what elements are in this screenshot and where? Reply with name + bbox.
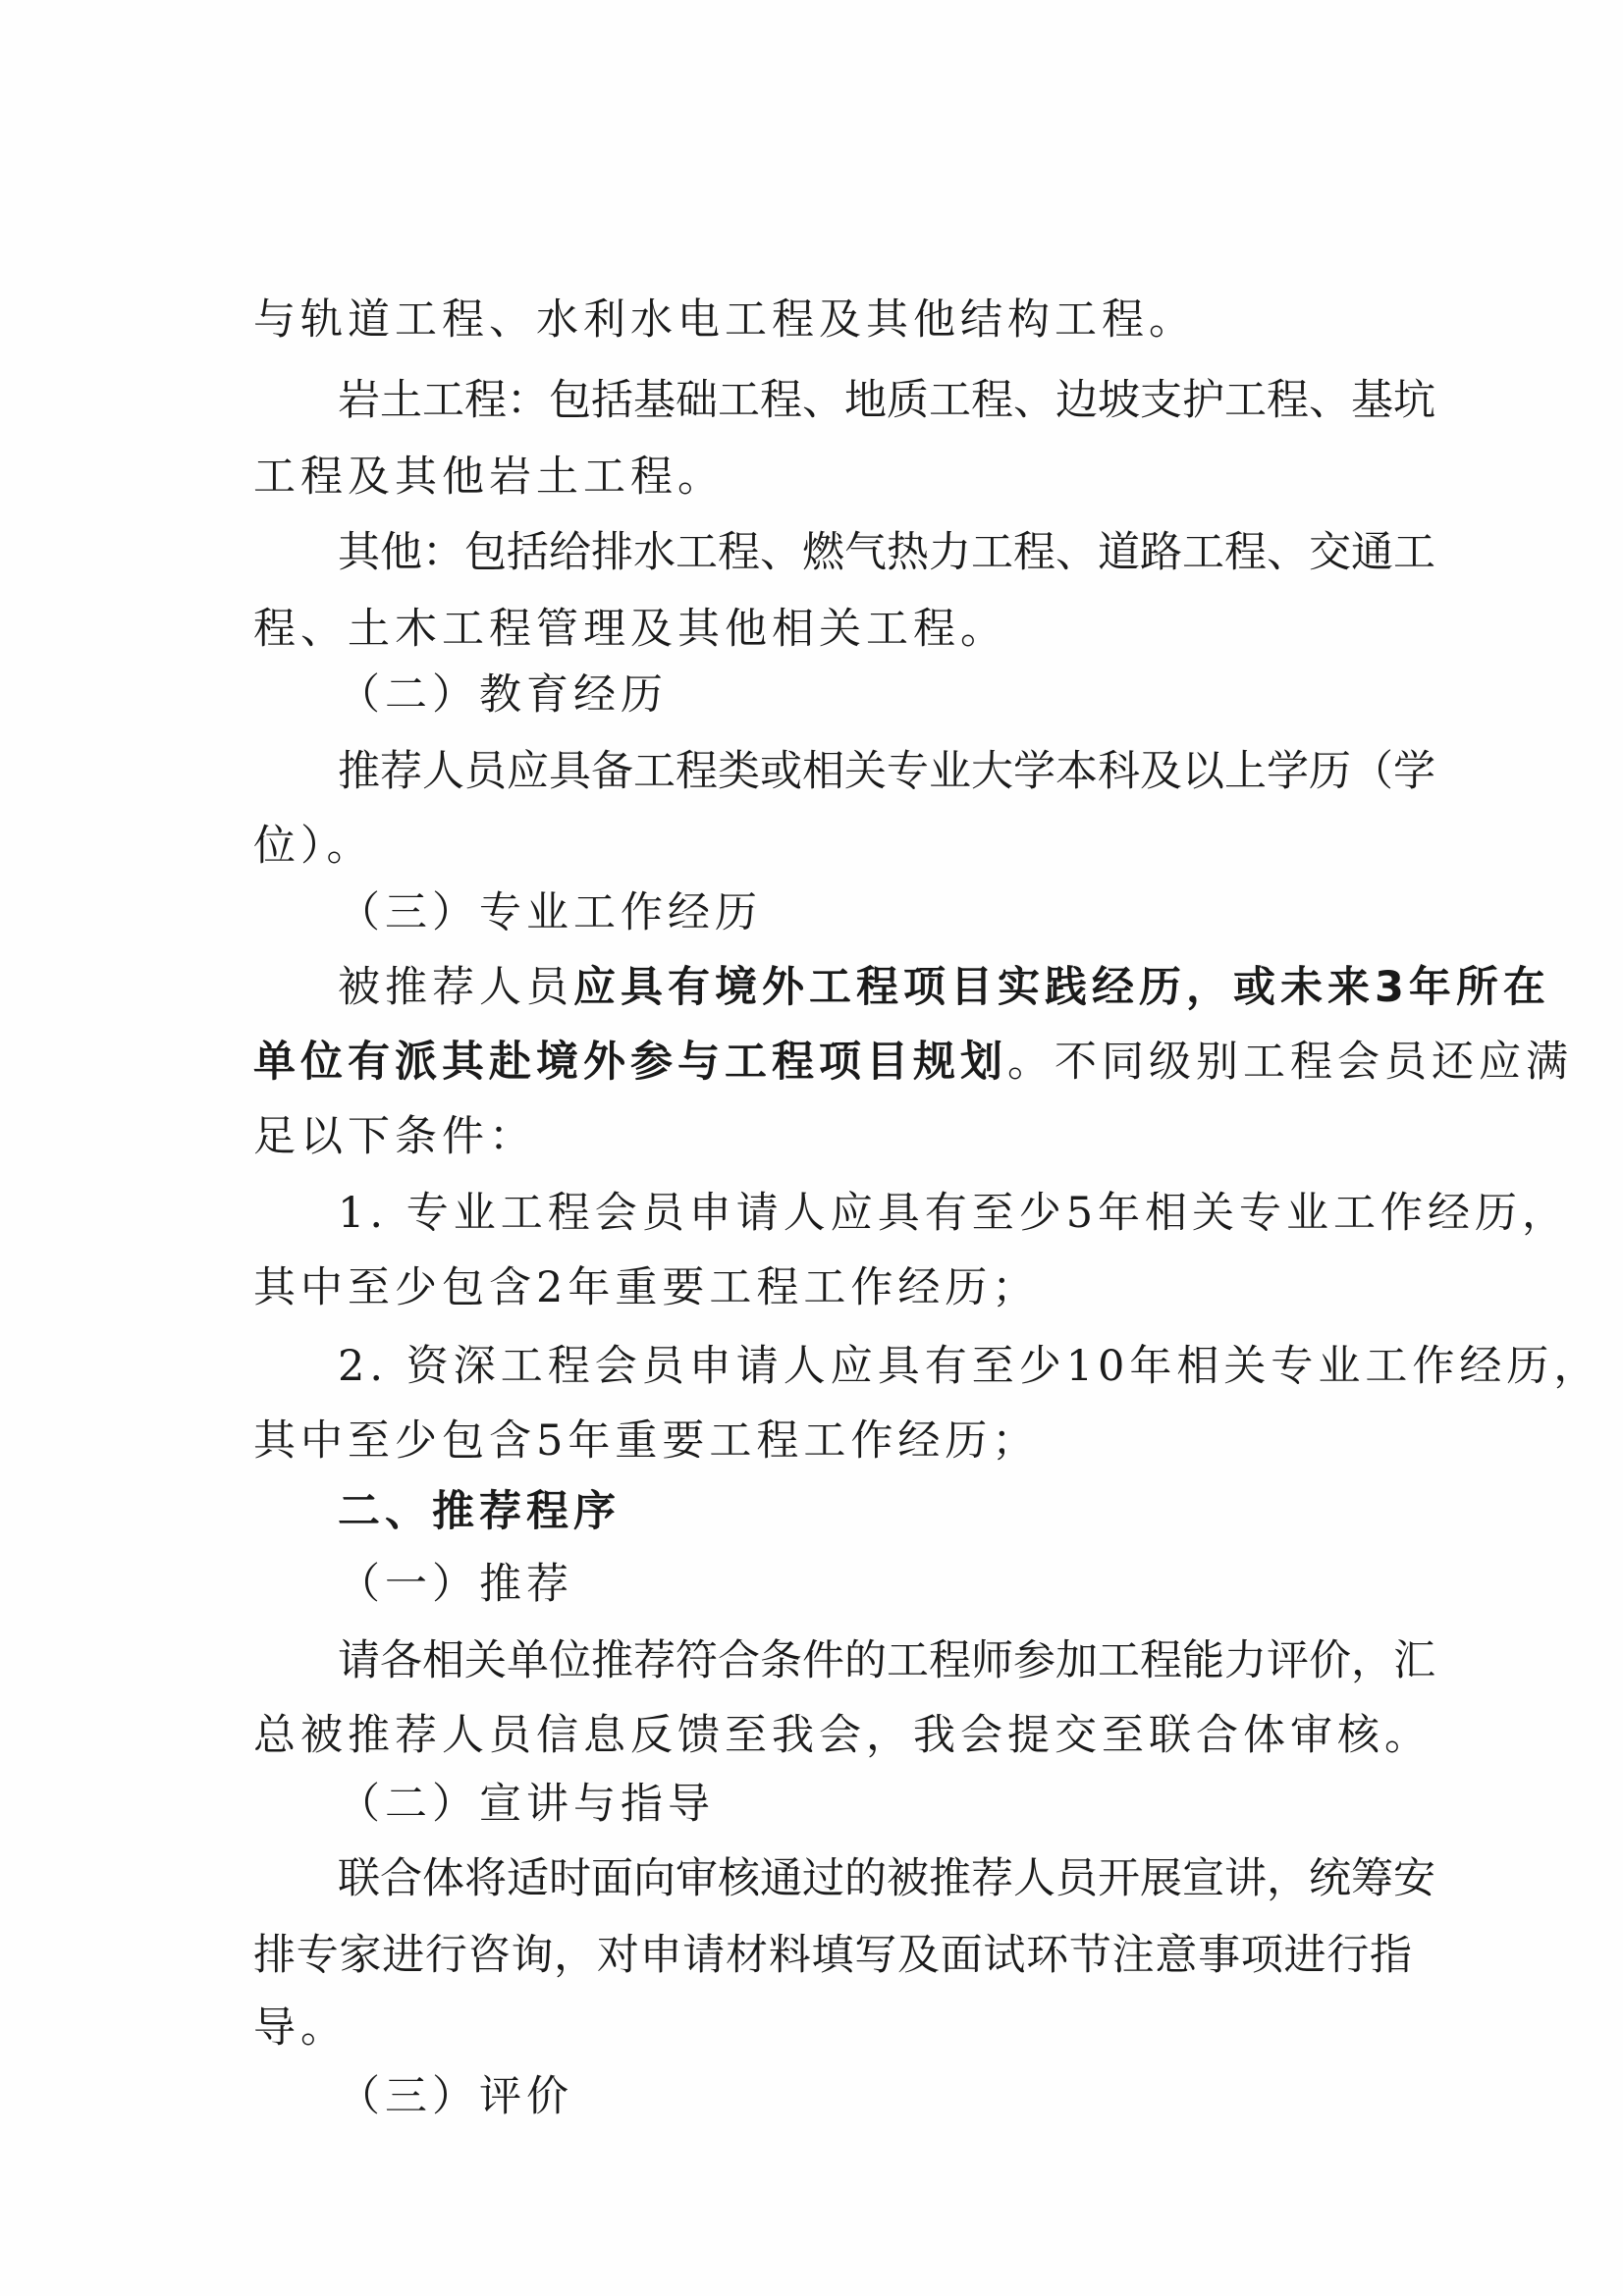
text-line-16: 其中至少包含5年重要工程工作经历； <box>253 1416 1040 1466</box>
section-heading-recommend: （一）推荐 <box>338 1560 573 1609</box>
text-line-13: 1. 专业工程会员申请人应具有至少5年相关专业工作经历， <box>338 1189 1570 1238</box>
text-line-5: 程、土木工程管理及其他相关工程。 <box>253 605 1007 654</box>
text-line-10 <box>338 958 1550 1017</box>
text-line-23: 排专家进行咨询，对申请材料填写及面试环节注意事项进行指 <box>253 1931 1412 1980</box>
text-line-11-bold: 单位有派其赴境外参与工程项目规划 <box>253 1038 1007 1087</box>
text-line-10-normal: 被推荐人员 <box>338 963 573 1012</box>
text-line-22: 联合体将适时面向审核通过的被推荐人员开展宣讲，统筹安 <box>338 1854 1435 1903</box>
text-line-3: 工程及其他岩土工程。 <box>253 453 725 502</box>
text-line-14: 其中至少包含2年重要工程工作经历； <box>253 1263 1040 1312</box>
text-line-15: 2. 资深工程会员申请人应具有至少10年相关专业工作经历， <box>338 1342 1601 1391</box>
section-heading-evaluation: （三）评价 <box>338 2072 573 2121</box>
text-line-19: 请各相关单位推荐符合条件的工程师参加工程能力评价，汇 <box>338 1636 1435 1685</box>
text-line-11-normal: 。不同级别工程会员还应满 <box>1007 1038 1573 1087</box>
text-line-2: 岩土工程：包括基础工程、地质工程、边坡支护工程、基坑 <box>338 376 1435 425</box>
text-line-20: 总被推荐人员信息反馈至我会，我会提交至联合体审核。 <box>253 1711 1432 1760</box>
text-line-8: 位）。 <box>253 822 374 871</box>
text-line-10-bold: 应具有境外工程项目实践经历，或未来3年所在 <box>573 963 1550 1012</box>
section-heading-education: （二）教育经历 <box>338 670 668 720</box>
text-line-12: 足以下条件： <box>253 1112 536 1161</box>
section-heading-work-experience: （三）专业工作经历 <box>338 888 762 937</box>
text-line-4: 其他：包括给排水工程、燃气热力工程、道路工程、交通工 <box>338 528 1435 577</box>
text-line-24: 导。 <box>253 2003 348 2053</box>
text-line-11 <box>253 1033 1573 1092</box>
text-line-7: 推荐人员应具备工程类或相关专业大学本科及以上学历（学 <box>338 747 1435 796</box>
section-heading-briefing: （二）宣讲与指导 <box>338 1780 715 1829</box>
text-line-1: 与轨道工程、水利水电工程及其他结构工程。 <box>253 295 1196 345</box>
section-heading-procedure: 二、推荐程序 <box>338 1487 621 1536</box>
